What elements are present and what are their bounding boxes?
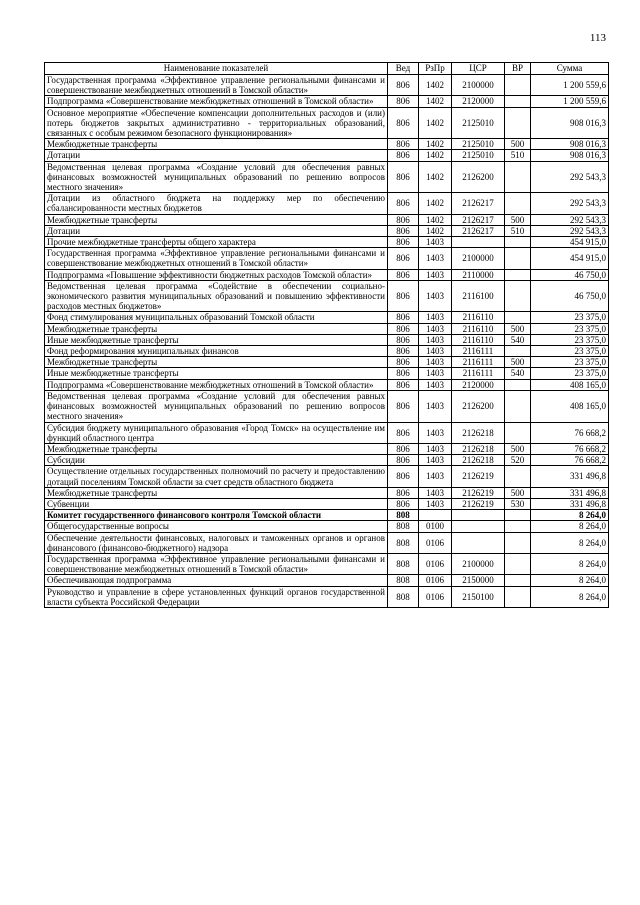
cell-csr: 2120000 — [452, 96, 505, 107]
table-row — [45, 248, 609, 269]
table-row — [45, 443, 609, 454]
cell-rzpr: 0106 — [419, 532, 452, 553]
cell-csr: 2116110 — [452, 334, 505, 345]
cell-sum: 8 264,0 — [531, 510, 609, 521]
cell-name: Государственная программа «Эффективное управление региональными финансами и совершенствование межбюджетных отношений в Томской области» — [45, 553, 388, 574]
cell-vr — [505, 510, 531, 521]
cell-csr: 2126217 — [452, 225, 505, 236]
cell-ved: 808 — [388, 521, 419, 532]
cell-name: Фонд реформирования муниципальных финансов — [45, 346, 388, 357]
cell-vr — [505, 193, 531, 214]
cell-vr: 510 — [505, 225, 531, 236]
table-row — [45, 269, 609, 280]
cell-rzpr: 1402 — [419, 225, 452, 236]
cell-vr — [505, 575, 531, 586]
cell-sum: 292 543,3 — [531, 214, 609, 225]
cell-csr — [452, 521, 505, 532]
cell-rzpr: 0106 — [419, 575, 452, 586]
cell-rzpr: 1403 — [419, 379, 452, 390]
cell-vr — [505, 346, 531, 357]
cell-csr: 2116100 — [452, 280, 505, 312]
cell-csr: 2126219 — [452, 466, 505, 487]
cell-sum: 76 668,2 — [531, 443, 609, 454]
table-row — [45, 390, 609, 422]
cell-rzpr: 1403 — [419, 455, 452, 466]
cell-name: Ведомственная целевая программа «Создание условий для обеспечения равных финансовых возможностей муниципальных образований по решению вопросов местного значения» — [45, 390, 388, 422]
cell-vr — [505, 312, 531, 323]
cell-vr: 500 — [505, 487, 531, 498]
cell-rzpr: 1403 — [419, 443, 452, 454]
cell-rzpr: 1403 — [419, 390, 452, 422]
cell-vr — [505, 237, 531, 248]
cell-rzpr: 1403 — [419, 346, 452, 357]
cell-csr: 2126218 — [452, 422, 505, 443]
cell-vr — [505, 107, 531, 139]
cell-name: Дотации — [45, 150, 388, 161]
cell-csr: 2150100 — [452, 586, 505, 607]
table-row — [45, 586, 609, 607]
cell-ved: 808 — [388, 510, 419, 521]
cell-sum: 23 375,0 — [531, 334, 609, 345]
cell-sum: 8 264,0 — [531, 586, 609, 607]
cell-rzpr: 1403 — [419, 280, 452, 312]
cell-ved: 806 — [388, 390, 419, 422]
cell-rzpr: 1403 — [419, 323, 452, 334]
cell-vr — [505, 532, 531, 553]
cell-sum: 908 016,3 — [531, 107, 609, 139]
table-row — [45, 346, 609, 357]
table-row — [45, 107, 609, 139]
cell-rzpr: 1403 — [419, 357, 452, 368]
cell-vr — [505, 521, 531, 532]
cell-ved: 806 — [388, 323, 419, 334]
cell-csr: 2126219 — [452, 498, 505, 509]
cell-ved: 806 — [388, 96, 419, 107]
cell-name: Подпрограмма «Повышение эффективности бюджетных расходов Томской области» — [45, 269, 388, 280]
cell-csr: 2116111 — [452, 346, 505, 357]
cell-vr — [505, 553, 531, 574]
cell-sum: 908 016,3 — [531, 150, 609, 161]
cell-name: Иные межбюджетные трансферты — [45, 368, 388, 379]
table-row — [45, 532, 609, 553]
cell-ved: 806 — [388, 346, 419, 357]
cell-csr: 2116110 — [452, 323, 505, 334]
cell-ved: 806 — [388, 139, 419, 150]
cell-vr: 500 — [505, 357, 531, 368]
column-header-vr: ВР — [505, 63, 531, 75]
cell-sum: 8 264,0 — [531, 521, 609, 532]
cell-ved: 806 — [388, 161, 419, 193]
cell-sum: 23 375,0 — [531, 368, 609, 379]
column-header-name: Наименование показателей — [45, 63, 388, 75]
cell-csr: 2116110 — [452, 312, 505, 323]
cell-name: Субсидия бюджету муниципального образования «Город Томск» на осуществление им функций областного центра — [45, 422, 388, 443]
cell-rzpr: 1402 — [419, 161, 452, 193]
cell-name: Обеспечение деятельности финансовых, налоговых и таможенных органов и органов финансового (финансово-бюджетного) надзора — [45, 532, 388, 553]
cell-rzpr: 1403 — [419, 487, 452, 498]
cell-csr: 2125010 — [452, 150, 505, 161]
cell-vr — [505, 75, 531, 96]
table-row — [45, 312, 609, 323]
table-header-row — [45, 63, 609, 75]
cell-name: Комитет государственного финансового контроля Томской области — [45, 510, 388, 521]
table-row — [45, 379, 609, 390]
cell-ved: 806 — [388, 280, 419, 312]
cell-name: Межбюджетные трансферты — [45, 487, 388, 498]
cell-sum: 292 543,3 — [531, 161, 609, 193]
cell-csr: 2126200 — [452, 161, 505, 193]
cell-rzpr: 1403 — [419, 422, 452, 443]
cell-rzpr: 1403 — [419, 498, 452, 509]
cell-ved: 806 — [388, 269, 419, 280]
cell-rzpr: 1402 — [419, 107, 452, 139]
cell-rzpr: 1402 — [419, 150, 452, 161]
cell-ved: 806 — [388, 193, 419, 214]
cell-sum: 331 496,8 — [531, 466, 609, 487]
cell-sum: 8 264,0 — [531, 532, 609, 553]
cell-rzpr: 1402 — [419, 139, 452, 150]
cell-csr: 2126217 — [452, 193, 505, 214]
table-row — [45, 368, 609, 379]
cell-vr — [505, 161, 531, 193]
table-row — [45, 139, 609, 150]
cell-csr: 2100000 — [452, 248, 505, 269]
cell-sum: 908 016,3 — [531, 139, 609, 150]
cell-ved: 806 — [388, 248, 419, 269]
cell-rzpr: 1402 — [419, 96, 452, 107]
cell-name: Дотации — [45, 225, 388, 236]
cell-sum: 23 375,0 — [531, 312, 609, 323]
cell-rzpr: 1402 — [419, 75, 452, 96]
cell-ved: 806 — [388, 443, 419, 454]
cell-csr: 2100000 — [452, 75, 505, 96]
table-row — [45, 237, 609, 248]
cell-sum: 408 165,0 — [531, 379, 609, 390]
cell-csr: 2100000 — [452, 553, 505, 574]
cell-ved: 806 — [388, 357, 419, 368]
column-header-rzpr: РзПр — [419, 63, 452, 75]
table-row — [45, 161, 609, 193]
cell-vr: 530 — [505, 498, 531, 509]
table-row — [45, 357, 609, 368]
cell-vr — [505, 422, 531, 443]
cell-csr: 2116111 — [452, 368, 505, 379]
column-header-ved: Вед — [388, 63, 419, 75]
cell-sum: 292 543,3 — [531, 225, 609, 236]
cell-name: Прочие межбюджетные трансферты общего характера — [45, 237, 388, 248]
cell-csr: 2125010 — [452, 139, 505, 150]
cell-csr: 2126217 — [452, 214, 505, 225]
cell-name: Подпрограмма «Совершенствование межбюджетных отношений в Томской области» — [45, 379, 388, 390]
table-row — [45, 498, 609, 509]
cell-name: Основное мероприятие «Обеспечение компенсации дополнительных расходов и (или) потерь бюджетов закрытых административно - территориальных образований, связанных с особым режимом безопасного функционирования» — [45, 107, 388, 139]
table-row — [45, 150, 609, 161]
cell-vr — [505, 269, 531, 280]
cell-name: Государственная программа «Эффективное управление региональными финансами и совершенствование межбюджетных отношений в Томской области» — [45, 248, 388, 269]
table-row — [45, 193, 609, 214]
table-row — [45, 323, 609, 334]
cell-csr: 2126218 — [452, 443, 505, 454]
cell-name: Субсидии — [45, 455, 388, 466]
cell-rzpr: 1403 — [419, 368, 452, 379]
cell-csr — [452, 237, 505, 248]
cell-name: Межбюджетные трансферты — [45, 214, 388, 225]
cell-vr — [505, 280, 531, 312]
cell-ved: 806 — [388, 75, 419, 96]
cell-sum: 76 668,2 — [531, 455, 609, 466]
cell-csr: 2110000 — [452, 269, 505, 280]
cell-name: Подпрограмма «Совершенствование межбюджетных отношений в Томской области» — [45, 96, 388, 107]
column-header-sum: Сумма — [531, 63, 609, 75]
cell-sum: 23 375,0 — [531, 357, 609, 368]
table-row — [45, 553, 609, 574]
cell-ved: 806 — [388, 225, 419, 236]
table-row — [45, 422, 609, 443]
cell-ved: 808 — [388, 532, 419, 553]
cell-csr: 2116111 — [452, 357, 505, 368]
cell-sum: 46 750,0 — [531, 280, 609, 312]
cell-ved: 806 — [388, 312, 419, 323]
table-row — [45, 225, 609, 236]
cell-ved: 806 — [388, 379, 419, 390]
cell-ved: 806 — [388, 150, 419, 161]
cell-vr: 520 — [505, 455, 531, 466]
cell-ved: 808 — [388, 575, 419, 586]
cell-ved: 808 — [388, 553, 419, 574]
cell-name: Руководство и управление в сфере установленных функций органов государственной власти субъекта Российской Федерации — [45, 586, 388, 607]
cell-name: Иные межбюджетные трансферты — [45, 334, 388, 345]
cell-vr: 510 — [505, 150, 531, 161]
cell-sum: 292 543,3 — [531, 193, 609, 214]
cell-vr: 500 — [505, 323, 531, 334]
cell-vr — [505, 466, 531, 487]
cell-ved: 806 — [388, 455, 419, 466]
cell-vr: 540 — [505, 368, 531, 379]
cell-csr — [452, 510, 505, 521]
page-number: 113 — [589, 32, 606, 44]
column-header-csr: ЦСР — [452, 63, 505, 75]
table-row — [45, 575, 609, 586]
cell-rzpr: 1402 — [419, 214, 452, 225]
table-row — [45, 521, 609, 532]
cell-sum: 23 375,0 — [531, 323, 609, 334]
cell-name: Межбюджетные трансферты — [45, 443, 388, 454]
cell-sum: 8 264,0 — [531, 575, 609, 586]
cell-vr — [505, 586, 531, 607]
cell-sum: 331 496,8 — [531, 498, 609, 509]
cell-rzpr: 0106 — [419, 553, 452, 574]
cell-vr: 500 — [505, 214, 531, 225]
cell-name: Межбюджетные трансферты — [45, 357, 388, 368]
cell-name: Межбюджетные трансферты — [45, 323, 388, 334]
cell-name: Субвенции — [45, 498, 388, 509]
cell-csr: 2120000 — [452, 379, 505, 390]
cell-ved: 806 — [388, 107, 419, 139]
table-row — [45, 510, 609, 521]
cell-sum: 8 264,0 — [531, 553, 609, 574]
cell-ved: 806 — [388, 466, 419, 487]
cell-rzpr: 1403 — [419, 269, 452, 280]
cell-sum: 76 668,2 — [531, 422, 609, 443]
cell-name: Осуществление отдельных государственных полномочий по расчету и предоставлению дотаций поселениям Томской области за счет средств областного бюджета — [45, 466, 388, 487]
cell-rzpr: 1403 — [419, 466, 452, 487]
cell-name: Фонд стимулирования муниципальных образований Томской области — [45, 312, 388, 323]
cell-ved: 806 — [388, 487, 419, 498]
cell-csr: 2126218 — [452, 455, 505, 466]
cell-rzpr: 0106 — [419, 586, 452, 607]
cell-rzpr: 1403 — [419, 237, 452, 248]
cell-vr — [505, 379, 531, 390]
table-row — [45, 466, 609, 487]
cell-ved: 806 — [388, 237, 419, 248]
cell-sum: 1 200 559,6 — [531, 75, 609, 96]
cell-name: Государственная программа «Эффективное управление региональными финансами и совершенствование межбюджетных отношений в Томской области» — [45, 75, 388, 96]
cell-csr: 2126200 — [452, 390, 505, 422]
table-row — [45, 280, 609, 312]
cell-csr: 2150000 — [452, 575, 505, 586]
cell-rzpr: 1402 — [419, 193, 452, 214]
cell-name: Ведомственная целевая программа «Создание условий для обеспечения равных финансовых возможностей муниципальных образований по решению вопросов местного значения» — [45, 161, 388, 193]
cell-sum: 23 375,0 — [531, 346, 609, 357]
cell-vr — [505, 96, 531, 107]
table-row — [45, 334, 609, 345]
cell-ved: 808 — [388, 586, 419, 607]
cell-csr: 2125010 — [452, 107, 505, 139]
cell-vr: 500 — [505, 443, 531, 454]
cell-rzpr: 1403 — [419, 248, 452, 269]
cell-ved: 806 — [388, 498, 419, 509]
cell-csr: 2126219 — [452, 487, 505, 498]
budget-table — [44, 62, 609, 608]
cell-name: Дотации из областного бюджета на поддержку мер по обеспечению сбалансированности местных бюджетов — [45, 193, 388, 214]
table-row — [45, 487, 609, 498]
cell-sum: 1 200 559,6 — [531, 96, 609, 107]
cell-rzpr: 1403 — [419, 334, 452, 345]
cell-ved: 806 — [388, 214, 419, 225]
cell-name: Общегосударственные вопросы — [45, 521, 388, 532]
cell-rzpr: 1403 — [419, 312, 452, 323]
table-row — [45, 214, 609, 225]
cell-ved: 806 — [388, 368, 419, 379]
table-row — [45, 96, 609, 107]
cell-sum: 454 915,0 — [531, 237, 609, 248]
cell-ved: 806 — [388, 422, 419, 443]
cell-sum: 331 496,8 — [531, 487, 609, 498]
cell-rzpr: 0100 — [419, 521, 452, 532]
table-row — [45, 75, 609, 96]
cell-name: Обеспечивающая подпрограмма — [45, 575, 388, 586]
cell-sum: 454 915,0 — [531, 248, 609, 269]
cell-vr: 500 — [505, 139, 531, 150]
cell-name: Межбюджетные трансферты — [45, 139, 388, 150]
cell-vr — [505, 390, 531, 422]
cell-sum: 408 165,0 — [531, 390, 609, 422]
cell-sum: 46 750,0 — [531, 269, 609, 280]
cell-ved: 806 — [388, 334, 419, 345]
table-row — [45, 455, 609, 466]
cell-rzpr — [419, 510, 452, 521]
cell-csr — [452, 532, 505, 553]
cell-name: Ведомственная целевая программа «Содействие в обеспечении социально-экономического развития муниципальных образований и повышению эффективности расходов местных бюджетов» — [45, 280, 388, 312]
cell-vr: 540 — [505, 334, 531, 345]
cell-vr — [505, 248, 531, 269]
